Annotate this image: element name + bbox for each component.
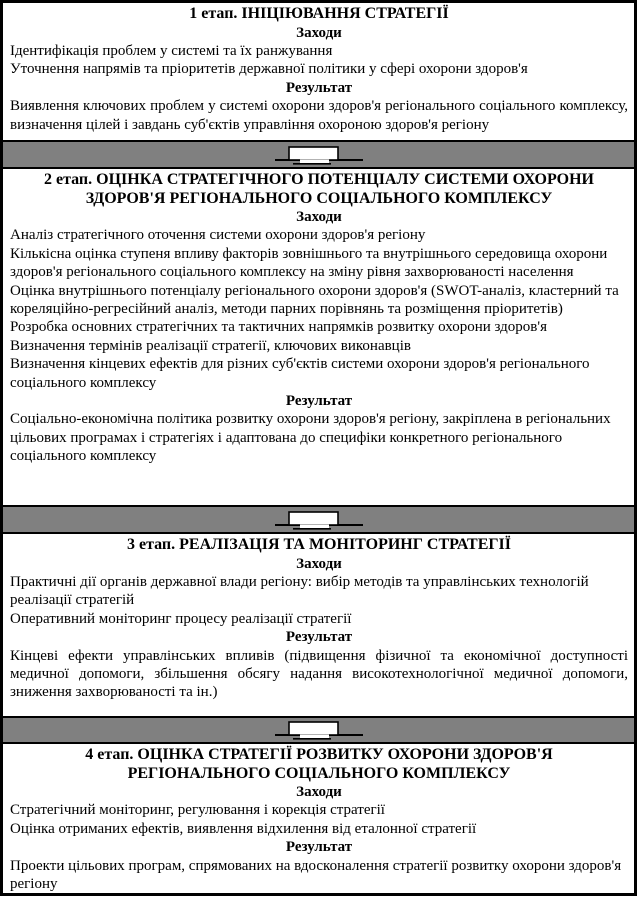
stage-4-title: 4 етап. ОЦІНКА СТРАТЕГІЇ РОЗВИТКУ ОХОРОНИ ЗДОРОВ'Я РЕГІОНАЛЬНОГО СОЦІАЛЬНОГО КОМПЛЕКСУ bbox=[85, 746, 553, 782]
stage-4-measure-item: Стратегічний моніторинг, регулювання і корекція стратегії bbox=[10, 802, 385, 819]
stage-1-result-text: Виявлення ключових проблем у системі охорони здоров'я регіонального соціального комплексу, визначення цілей і завдань суб'єктів управління охороною здоров'я регіону bbox=[10, 98, 628, 133]
stage-4-result-heading: Результат bbox=[285, 839, 353, 856]
stage-4-result-text: Проекти цільових програм, спрямованих на вдосконалення стратегії розвитку охорони здоров'я регіону bbox=[10, 857, 622, 893]
stage-2-measure-item: Визначення термінів реалізації стратегії, ключових виконавців bbox=[10, 337, 411, 354]
flow-step-connector-icon bbox=[274, 143, 364, 167]
stage-2-title: 2 етап. ОЦІНКА СТРАТЕГІЧНОГО ПОТЕНЦІАЛУ СИСТЕМИ ОХОРОНИ ЗДОРОВ'Я РЕГІОНАЛЬНОГО СОЦІАЛЬНОГО КОМПЛЕКСУ bbox=[43, 171, 594, 207]
stage-4-measures-heading: Заходи bbox=[296, 784, 342, 800]
stage-3-measure-item: Оперативний моніторинг процесу реалізації стратегії bbox=[10, 610, 352, 627]
stage-4-measure-item: Оцінка отриманих ефектів, виявлення відхилення від еталонної стратегії bbox=[10, 820, 477, 837]
stage-1-measure-item: Уточнення напрямів та пріоритетів державної політики у сфері охорони здоров'я bbox=[10, 61, 528, 78]
stage-1-box bbox=[3, 3, 634, 140]
stage-2-measure-item: Кількісна оцінка ступеня впливу факторів зовнішнього та внутрішнього середовища охорони здоров'я регіонального соціального комплексу на зміну рівня захворюваності населення bbox=[10, 245, 608, 281]
connector-band-3 bbox=[3, 716, 634, 744]
stage-2-measure-item: Оцінка внутрішнього потенціалу регіонального охорони здоров'я (SWOT-аналіз, кластерний та кореляційно-регресійний аналіз, методи парних порівнянь та розміщення пріоритетів) bbox=[10, 282, 619, 318]
stage-3-result-text: Кінцеві ефекти управлінських впливів (підвищення фізичної та економічної доступності медичної допомоги, збільшення обсягу надання високотехнологічної медичної допомоги, зниження захворюваності та ін.) bbox=[10, 647, 628, 701]
flow-step-connector-icon bbox=[274, 718, 364, 742]
stage-3-result-heading: Результат bbox=[285, 629, 353, 646]
stage-2-measure-item: Розробка основних стратегічних та тактичних напрямків розвитку охорони здоров'я bbox=[10, 319, 547, 336]
stage-3-measure-item: Практичні дії органів державної влади регіону: вибір методів та управлінських технологій реалізації стратегій bbox=[10, 573, 589, 609]
stage-3-measures-heading: Заходи bbox=[296, 555, 342, 572]
stage-2-result-heading: Результат bbox=[285, 393, 353, 410]
stage-2-result-text: Соціально-економічна політика розвитку охорони здоров'я регіону, закріплена в регіональних цільових програмах і стратегіях і адаптована до специфіки конкретного регіонального соціального комплексу bbox=[10, 411, 611, 465]
stage-3-box bbox=[3, 534, 634, 716]
stage-1-measure-item: Ідентифікація проблем у системі та їх ранжування bbox=[10, 42, 333, 59]
stage-3-title: 3 етап. РЕАЛІЗАЦІЯ ТА МОНІТОРИНГ СТРАТЕГІЇ bbox=[126, 536, 511, 553]
stage-1-title: 1 етап. ІНІЦІЮВАННЯ СТРАТЕГІЇ bbox=[189, 5, 449, 22]
stage-2-measure-item: Визначення кінцевих ефектів для різних суб'єктів системи охорони здоров'я регіонального соціального комплексу bbox=[10, 356, 590, 391]
stage-2-measure-item: Аналіз стратегічного оточення системи охорони здоров'я регіону bbox=[10, 227, 426, 244]
connector-band-2 bbox=[3, 505, 634, 534]
stage-2-measures-heading: Заходи bbox=[296, 209, 342, 225]
connector-band-1 bbox=[3, 140, 634, 169]
stage-4-box bbox=[3, 744, 634, 893]
stage-1-measures-heading: Заходи bbox=[296, 24, 342, 41]
flow-step-connector-icon bbox=[274, 508, 364, 532]
stage-1-result-heading: Результат bbox=[285, 79, 353, 96]
stage-2-box bbox=[3, 169, 634, 505]
